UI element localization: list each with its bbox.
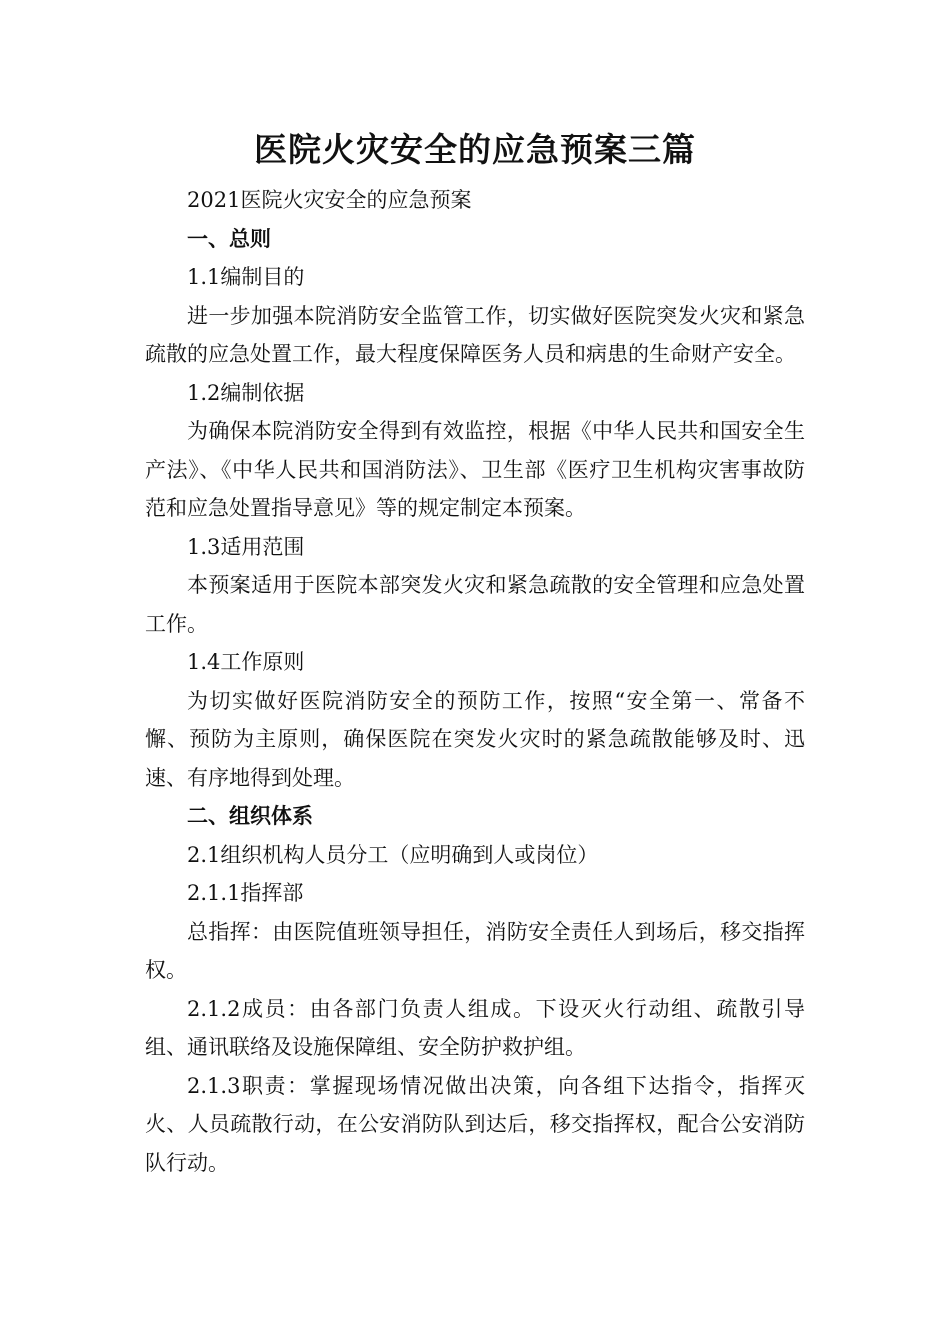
subsection-heading: 1.2编制依据 [187, 380, 305, 405]
paragraph-subtitle: 2021医院火灾安全的应急预案 [187, 188, 472, 212]
document-body [145, 181, 805, 1182]
paragraph: 2.1.3职责：掌握现场情况做出决策，向各组下达指令，指挥灭火、人员疏散行动，在公安消防队到达后，移交指挥权，配合公安消防队行动。 [145, 1073, 805, 1175]
paragraph: 2.1.2成员：由各部门负责人组成。下设灭火行动组、疏散引导组、通讯联络及设施保障组、安全防护救护组。 [145, 996, 805, 1059]
subsection-heading: 1.1编制目的 [187, 265, 305, 289]
paragraph: 总指挥：由医院值班领导担任，消防安全责任人到场后，移交指挥权。 [145, 919, 805, 982]
subsection-heading: 1.4工作原则 [187, 650, 305, 674]
subsection-heading: 2.1组织机构人员分工（应明确到人或岗位） [187, 842, 599, 867]
paragraph: 本预案适用于医院本部突发火灾和紧急疏散的安全管理和应急处置工作。 [145, 573, 805, 636]
paragraph: 进一步加强本院消防安全监管工作，切实做好医院突发火灾和紧急疏散的应急处置工作，最大程度保障医务人员和病患的生命财产安全。 [145, 303, 805, 366]
subsection-heading: 2.1.1指挥部 [187, 881, 304, 905]
document-title: 医院火灾安全的应急预案三篇 [254, 130, 696, 169]
paragraph: 为确保本院消防安全得到有效监控，根据《中华人民共和国安全生产法》、《中华人民共和国消防法》、卫生部《医疗卫生机构灾害事故防范和应急处置指导意见》等的规定制定本预案。 [145, 419, 805, 520]
section-heading-organization: 二、组织体系 [187, 804, 313, 828]
paragraph: 为切实做好医院消防安全的预防工作，按照“安全第一、常备不懈、预防为主原则，确保医院在突发火灾时的紧急疏散能够及时、迅速、有序地得到处理。 [145, 688, 805, 790]
section-heading-general: 一、总则 [187, 226, 271, 251]
subsection-heading: 1.3适用范围 [187, 534, 305, 559]
